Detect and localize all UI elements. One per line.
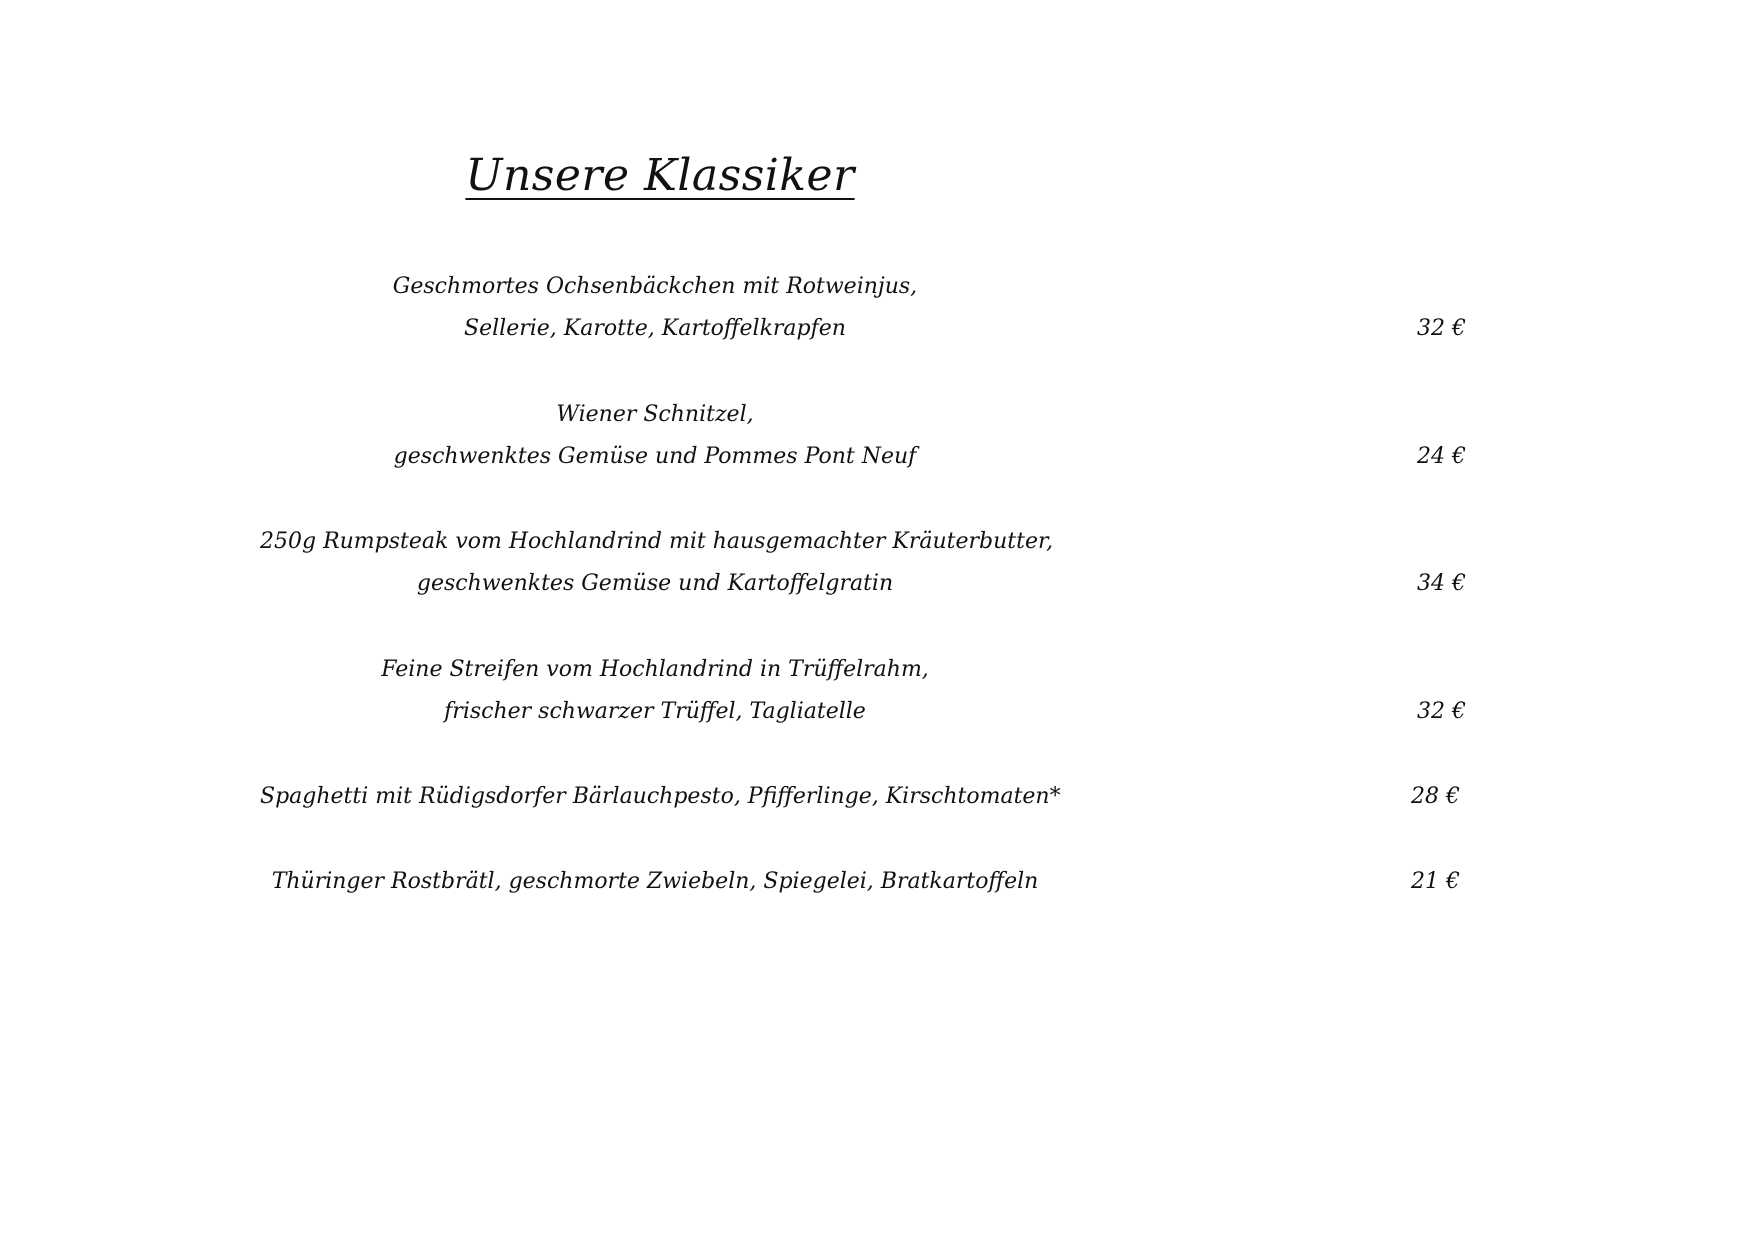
menu-item-4-line-2: frischer schwarzer Trüffel, Tagliatelle xyxy=(444,699,866,724)
menu-item-1-price: 32 € xyxy=(1417,316,1466,341)
menu-item-2-price: 24 € xyxy=(1417,444,1466,469)
menu-title: Unsere Klassiker xyxy=(465,150,855,201)
menu-item-3-line-2: geschwenktes Gemüse und Kartoffelgratin xyxy=(416,571,894,596)
menu-item-5-line-1: Spaghetti mit Rüdigsdorfer Bärlauchpesto, Pfifferlinge, Kirschtomaten* xyxy=(260,784,1061,809)
menu-item-3-line-1: 250g Rumpsteak vom Hochlandrind mit hausgemachter Kräuterbutter, xyxy=(260,529,1054,554)
menu-item-3-price: 34 € xyxy=(1417,571,1466,596)
menu-item-5-price: 28 € xyxy=(1411,784,1460,809)
menu-item-1-line-1: Geschmortes Ochsenbäckchen mit Rotweinjus, xyxy=(392,274,918,299)
menu-item-1-line-2: Sellerie, Karotte, Kartoffelkrapfen xyxy=(464,316,846,341)
menu-item-2-line-1: Wiener Schnitzel, xyxy=(556,402,754,427)
menu-item-4-price: 32 € xyxy=(1417,699,1466,724)
menu-item-2-line-2: geschwenktes Gemüse und Pommes Pont Neuf xyxy=(393,444,917,469)
menu-item-4-line-1: Feine Streifen vom Hochlandrind in Trüffelrahm, xyxy=(381,657,929,682)
menu-item-6-price: 21 € xyxy=(1411,869,1460,894)
menu-item-6-line-1: Thüringer Rostbrätl, geschmorte Zwiebeln, Spiegelei, Bratkartoffeln xyxy=(271,869,1039,894)
